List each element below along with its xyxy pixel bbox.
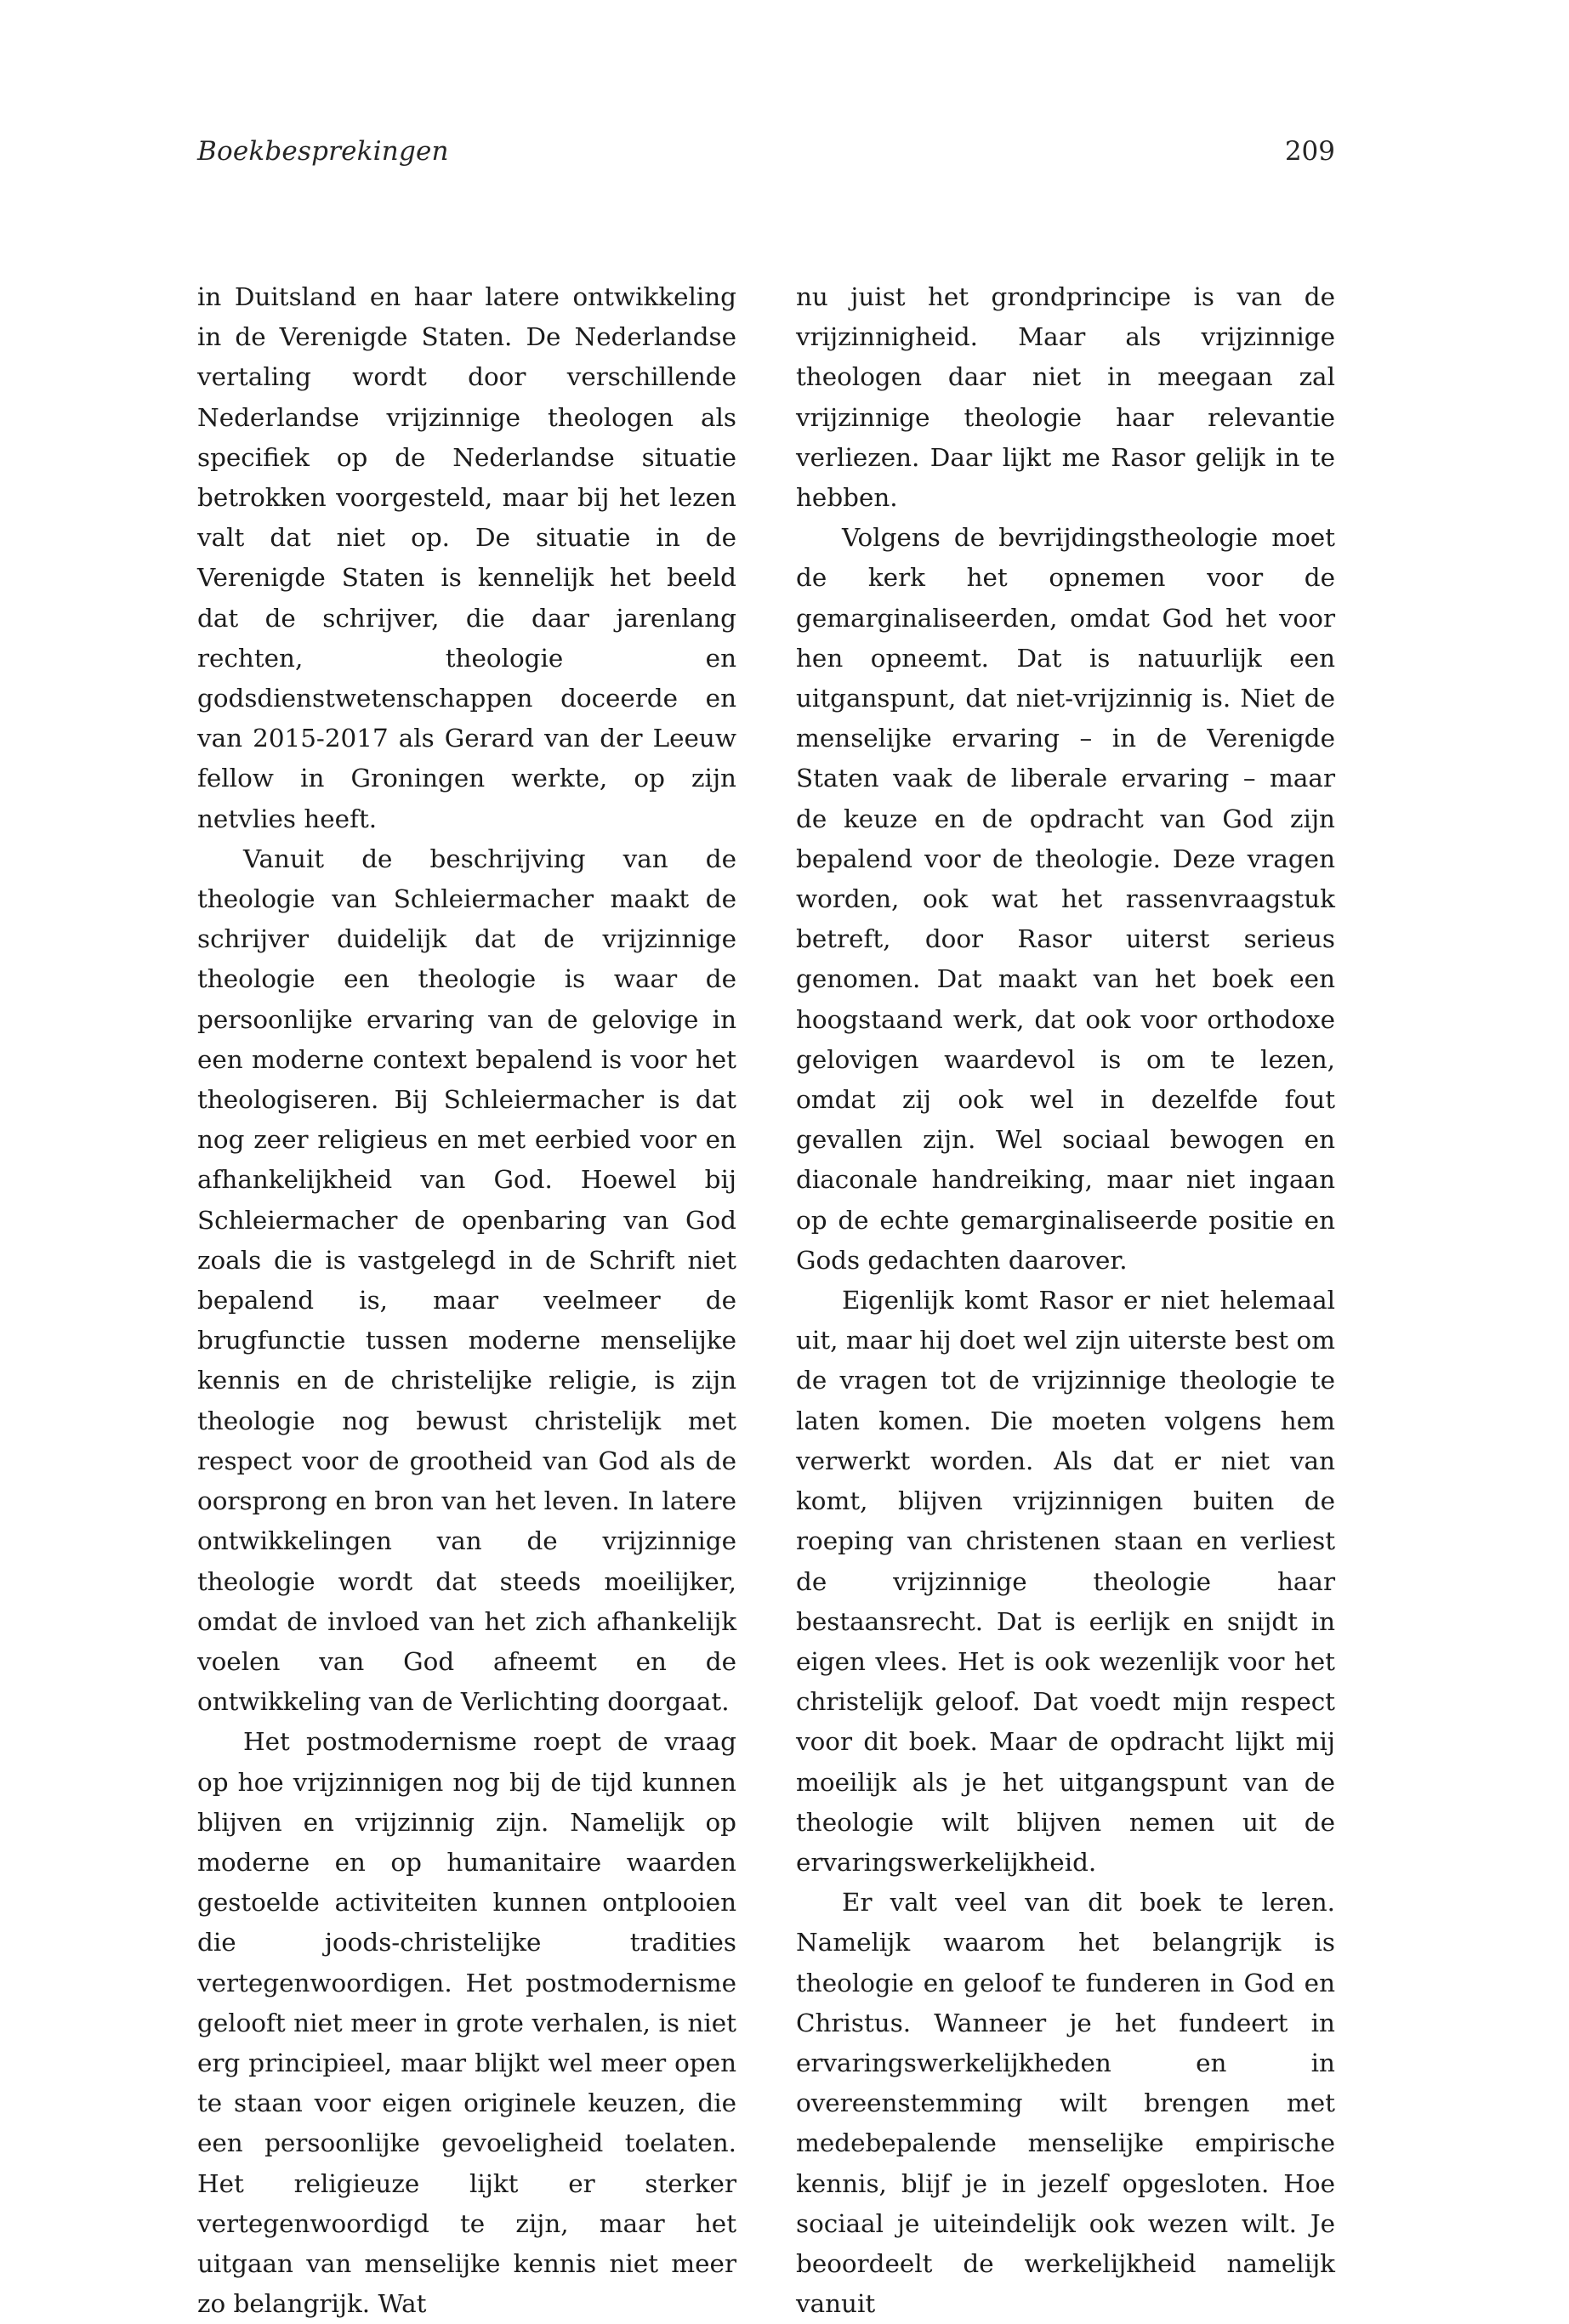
- paragraph: Er valt veel van dit boek te leren. Namelijk waarom het belangrijk is theologie en geloof te funderen in God en Christus. Wanneer je het fundeert in ervaringswerkelijkheden en in overeenstemming wilt brengen met medebepalende menselijke empirische kennis, blijf je in jezelf opgesloten. Hoe sociaal je uiteindelijk ook wezen wilt. Je beoordeelt de werkelijkheid namelijk vanuit: [796, 1888, 1335, 2319]
- paragraph: Volgens de bevrijdingstheologie moet de kerk het opnemen voor de gemarginaliseerden, omdat God het voor hen opneemt. Dat is natuurlijk een uitganspunt, dat niet-vrijzinnig is. Niet de menselijke ervaring – in de Verenigde Staten vaak de liberale ervaring – maar de keuze en de opdracht van God zijn bepalend voor de theologie. Deze vragen worden, ook wat het rassenvraagstuk betreft, door Rasor uiterst serieus genomen. Dat maakt van het boek een hoogstaand werk, dat ook voor orthodoxe gelovigen waardevol is om te lezen, omdat zij ook wel in dezelfde fout gevallen zijn. Wel sociaal bewogen en diaconale handreiking, maar niet ingaan op de echte gemarginaliseerde positie en Gods gedachten daarover.: [796, 523, 1335, 1275]
- left-column: [197, 277, 736, 2324]
- right-column: [796, 277, 1335, 2324]
- paragraph: in Duitsland en haar latere ontwikkeling in de Verenigde Staten. De Nederlandse vertaling wordt door verschillende Nederlandse vrijzinnige theologen als specifiek op de Nederlandse situatie betrokken voorgesteld, maar bij het lezen valt dat niet op. De situatie in de Verenigde Staten is kennelijk het beeld dat de schrijver, die daar jarenlang rechten, theologie en godsdienstwetenschappen doceerde en van 2015-2017 als Gerard van der Leeuw fellow in Groningen werkte, op zijn netvlies heeft.: [197, 282, 736, 833]
- paragraph: Het postmodernisme roept de vraag op hoe vrijzinnigen nog bij de tijd kunnen blijven en vrijzinnig zijn. Namelijk op moderne en op humanitaire waarden gestoelde activiteiten kunnen ontplooien die joods-christelijke tradities vertegenwoordigen. Het postmodernisme gelooft niet meer in grote verhalen, is niet erg principieel, maar blijkt wel meer open te staan voor eigen originele keuzen, die een persoonlijke gevoeligheid toelaten. Het religieuze lijkt er sterker vertegenwoordigd te zijn, maar het uitgaan van menselijke kennis niet meer zo belangrijk. Wat: [197, 1727, 736, 2319]
- paragraph: nu juist het grondprincipe is van de vrijzinnigheid. Maar als vrijzinnige theologen daar niet in meegaan zal vrijzinnige theologie haar relevantie verliezen. Daar lijkt me Rasor gelijk in te hebben.: [796, 282, 1335, 513]
- paragraph: Vanuit de beschrijving van de theologie van Schleiermacher maakt de schrijver duidelijk dat de vrijzinnige theologie een theologie is waar de persoonlijke ervaring van de gelovige in een moderne context bepalend is voor het theologiseren. Bij Schleiermacher is dat nog zeer religieus en met eerbied voor en afhankelijkheid van God. Hoewel bij Schleiermacher de openbaring van God zoals die is vastgelegd in de Schrift niet bepalend is, maar veelmeer de brugfunctie tussen moderne menselijke kennis en de christelijke religie, is zijn theologie nog bewust christelijk met respect voor de grootheid van God als de oorsprong en bron van het leven. In latere ontwikkelingen van de vrijzinnige theologie wordt dat steeds moeilijker, omdat de invloed van het zich afhankelijk voelen van God afneemt en de ontwikkeling van de Verlichting doorgaat.: [197, 844, 736, 1717]
- running-head: Boekbesprekingen: [197, 136, 449, 167]
- paragraph: Eigenlijk komt Rasor er niet helemaal uit, maar hij doet wel zijn uiterste best om de vragen tot de vrijzinnige theologie te laten komen. Die moeten volgens hem verwerkt worden. Als dat er niet van komt, blijven vrijzinnigen buiten de roeping van christenen staan en verliest de vrijzinnige theologie haar bestaansrecht. Dat is eerlijk en snijdt in eigen vlees. Het is ook wezenlijk voor het christelijk geloof. Dat voedt mijn respect voor dit boek. Maar de opdracht lijkt mij moeilijk als je het uitgangspunt van de theologie wilt blijven nemen uit de ervaringswerkelijkheid.: [796, 1286, 1335, 1877]
- page-number: 209: [1284, 136, 1335, 167]
